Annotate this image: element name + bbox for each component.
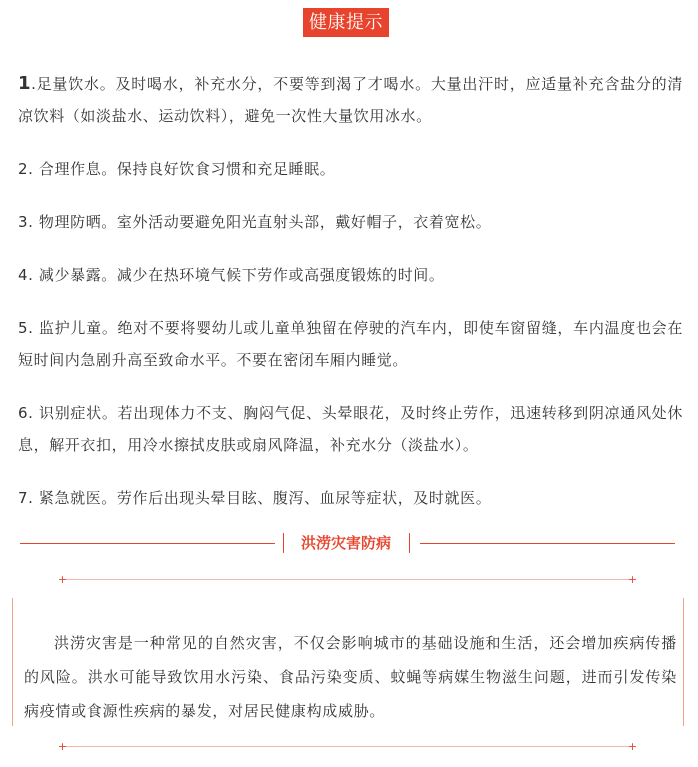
plus-ornament-icon: + — [57, 573, 68, 586]
plus-ornament-icon: + — [57, 740, 68, 753]
tip-item — [18, 482, 683, 514]
page-title: 健康提示 — [309, 12, 383, 33]
tip-number: 3 — [18, 213, 29, 231]
section-paragraph: 洪涝灾害是一种常见的自然灾害，不仅会影响城市的基础设施和生活，还会增加疾病传播的风险。洪水可能导致饮用水污染、食品污染变质、蚊蝇等病媒生物滋生问题，进而引发传染病疫情或食源性疾病的暴发，对居民健康构成威胁。 — [24, 634, 677, 720]
tip-item — [18, 312, 683, 376]
tip-item — [18, 259, 683, 291]
tip-item — [18, 68, 683, 132]
box-bottom-divider — [63, 746, 633, 747]
section-title: 洪涝灾害防病 — [300, 534, 391, 552]
box-right-border — [683, 598, 684, 726]
tip-text: . 监护儿童。绝对不要将婴幼儿或儿童单独留在停驶的汽车内，即使车窗留缝，车内温度也会在短时间内急剧升高至致命水平。不要在密闭车厢内睡觉。 — [18, 319, 683, 369]
tip-text: . 紧急就医。劳作后出现头晕目眩、腹泻、血尿等症状，及时就医。 — [28, 489, 492, 507]
section-rule-right — [420, 543, 675, 544]
tip-number: 6 — [18, 404, 29, 422]
tip-number: 7 — [18, 489, 29, 507]
box-left-border — [12, 598, 13, 726]
tip-text: . 合理作息。保持良好饮食习惯和充足睡眠。 — [28, 160, 336, 178]
tip-text: .足量饮水。及时喝水，补充水分，不要等到渴了才喝水。大量出汗时，应适量补充含盐分的清凉饮料（如淡盐水、运动饮料），避免一次性大量饮用冰水。 — [18, 75, 683, 125]
tip-item — [18, 153, 683, 185]
tip-item — [18, 206, 683, 238]
tip-number: 2 — [18, 160, 29, 178]
tip-number: 5 — [18, 319, 29, 337]
tip-number: 4 — [18, 266, 29, 284]
section-tick-right — [409, 533, 410, 553]
page-title-badge — [303, 8, 389, 37]
tip-item — [18, 397, 683, 461]
tip-number: 1 — [18, 73, 32, 94]
health-tips-list — [18, 68, 683, 535]
section-rule-left — [20, 543, 275, 544]
section-tick-left — [283, 533, 284, 553]
tip-text: . 减少暴露。减少在热环境气候下劳作或高强度锻炼的时间。 — [28, 266, 445, 284]
plus-ornament-icon: + — [627, 740, 638, 753]
section-header — [20, 530, 675, 556]
box-top-divider — [63, 579, 633, 580]
plus-ornament-icon: + — [627, 573, 638, 586]
tip-text: . 识别症状。若出现体力不支、胸闷气促、头晕眼花，及时终止劳作，迅速转移到阴凉通风处休息，解开衣扣，用冷水擦拭皮肤或扇风降温，补充水分（淡盐水）。 — [18, 404, 683, 454]
tip-text: . 物理防晒。室外活动要避免阳光直射头部，戴好帽子，衣着宽松。 — [28, 213, 492, 231]
